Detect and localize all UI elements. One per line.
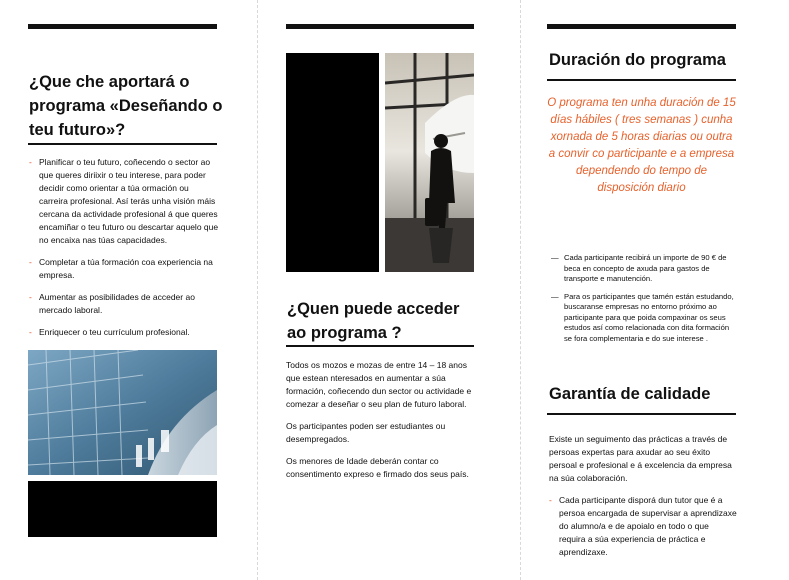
emdash-bullet-icon: —	[551, 291, 559, 301]
duration-heading: Duración do programa	[549, 51, 726, 69]
list-item: - Aumentar as posibilidades de acceder ao mercado laboral.	[29, 292, 195, 315]
panel2-paragraph: Todos os mozos e mozas de entre 14 – 18 anos que estean nteresados en aumentar a súa formación, coñecendo dun sector ou actividade e comezar a deseñar o seu plan de futuro laboral.	[286, 360, 472, 409]
top-bar-panel2	[286, 24, 474, 29]
dash-bullet-icon: -	[29, 292, 32, 302]
fold-line-right	[520, 0, 521, 580]
quality-heading: Garantía de calidade	[549, 385, 711, 403]
list-item: - Completar a túa formación coa experiencia na empresa.	[29, 257, 213, 280]
emdash-bullet-icon: —	[551, 253, 559, 262]
list-item: — Para os participantes que tamén están estudando, buscaranse empresas no entorno próximo ao participante para que poida compaxinar os seus estudos así como relacionada con dita formación se fora complementaria e do sue interese .	[551, 291, 734, 343]
panel2-black-block	[286, 53, 379, 272]
panel2-heading-rule	[286, 345, 474, 347]
list-item: - Planificar o teu futuro, coñecendo o sector ao que queres diriixir o teu interese, para poder decidir como orientar a túa ormación ou carreira profesional. Así terás unha visión máis cercana da actividade profesional á que queres encamiñar o teu futuro ou descartar aquelo que no encaixa nas túas capacidades.	[29, 157, 219, 245]
panel2-heading: ¿Quen puede acceder ao programa ?	[287, 300, 460, 342]
airport-silhouette-photo	[385, 53, 474, 272]
quality-heading-rule	[547, 413, 736, 415]
glass-building-photo	[28, 350, 217, 475]
panel1-heading-rule	[28, 143, 217, 145]
top-bar-panel3	[547, 24, 736, 29]
dash-bullet-icon: -	[29, 157, 32, 167]
duration-description: O programa ten unha duración de 15 días hábiles ( tres semanas ) cunha xornada de 5 horas diarias ou outra a convir co participante e a empresa dependendo do tempo de disposición diario	[547, 97, 736, 194]
dash-bullet-icon: -	[29, 327, 32, 337]
quality-bullet-list	[549, 494, 737, 559]
fold-line-left	[257, 0, 258, 580]
duration-heading-rule	[547, 79, 736, 81]
glass-building-illustration	[28, 350, 217, 475]
airport-traveler-illustration	[385, 53, 474, 272]
panel2-paragraph: Os menores de Idade deberán contar co consentimento expreso e firmado dos seus país.	[286, 456, 469, 479]
top-bar-panel1	[28, 24, 217, 29]
list-item: - Enriquecer o teu currículum profesional.	[29, 327, 190, 337]
dash-bullet-icon: -	[549, 495, 552, 505]
list-item: — Cada participante recibirá un importe de 90 € de beca en concepto de axuda para gastos de transporte e manutención.	[551, 253, 727, 283]
quality-paragraph: Existe un seguimento das prácticas a través de persoas expertas para axudar ao seu éxito persoal e profesional e á excelencia da empresa na súa colaboración.	[549, 434, 732, 483]
list-item: - Cada participante disporá dun tutor que é a persoa encargada de supervisar a aprendizaxe do alumno/a e de apoialo en todo o que requira a súa experiencia de práctica e aprendizaxe.	[549, 495, 737, 557]
dash-bullet-icon: -	[29, 257, 32, 267]
panel2-paragraph: Os participantes poden ser estudiantes ou desempregados.	[286, 421, 446, 444]
panel1-bullet-list	[29, 156, 219, 348]
quality-body	[549, 433, 737, 568]
panel1-heading: ¿Que che aportará o programa «Deseñando o teu futuro»?	[29, 73, 223, 139]
panel3-notes-list	[551, 253, 736, 351]
panel2-body	[286, 359, 476, 490]
panel1-black-block	[28, 481, 217, 537]
